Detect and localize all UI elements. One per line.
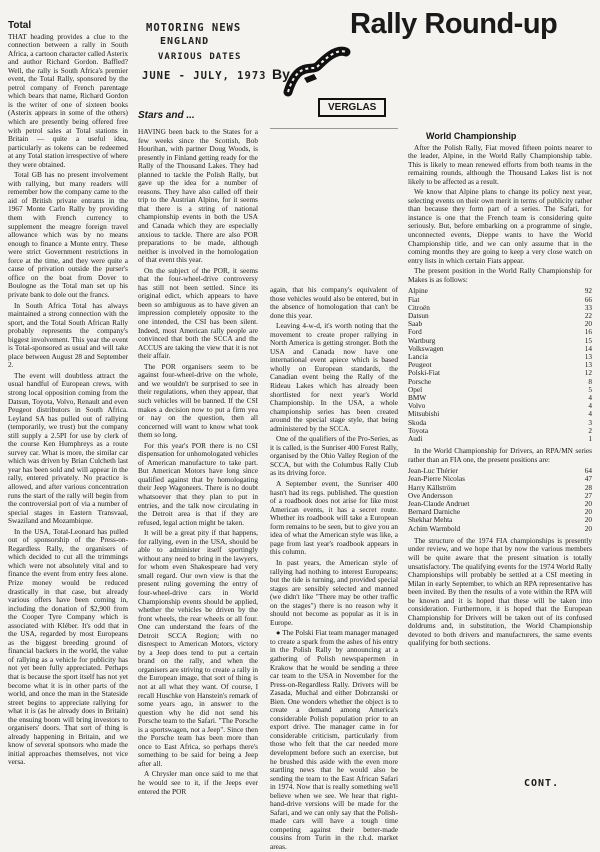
paragraph: THAT heading provides a clue to the connection between a rally in South Africa, a cartoon character called Asterix and author Richard Gordon. Baffled? Well, the rally is South Africa's premier event, the Total Rally, sponsored by the petrol company of French parentage which bears that name, Richard Gordon is the writer of one of sixteen books (Asterix appears in some of the others) which are presently being offered free with petrol sales at Total stations in Britain — quite a useful idea, particularly as tokens can be redeemed at any Total station irrespective of where they were obtained. — [8, 31, 128, 169]
standings-row — [408, 369, 592, 377]
standings-points: 20 — [584, 319, 592, 329]
standings-name: Alpine — [408, 286, 428, 296]
paragraph: again, that his company's equivalent of those vehicles would also be entered, but in the absence of homologation that can't be done this year. — [270, 285, 398, 320]
paragraph: It will be a great pity if that happens, for rallying, even in the USA, should be able to administer itself sportingly without any need to bring in the lawyers, for whom even Shakespeare had very small regard. Our own view is that the present ruling governing the entry of four-wheel-drive cars in World Championship events should be applied, whether the vehicles be driven by the front wheels, the rear wheels or all four. One can understand the fears of the Detroit SCCA Region; with no disrespect to American Motors, victory by a Jeep does tend to put a certain brand on the rally, and when the organisers are striving to create a rally in the European image, that sort of thing is not at all what they want. Of course, I recall Huschke von Hanstein's remark of some years ago, in answer to the question why he did not send his Porsche team to the Safari. "The Porsche is a sportswagen, not a Jeep". Since then the Porsche team has been more than once to East Africa, so perhaps there's something to be said for being a Jeep after all. — [138, 528, 258, 768]
handwritten-month-year: JUNE - JULY, 1973 — [142, 70, 267, 82]
byline-by: By — [272, 66, 290, 82]
rally-car-road-icon — [284, 42, 350, 102]
standings-name: Polski-Fiat — [408, 368, 441, 378]
standings-name: Jean-Claude Andruet — [408, 499, 470, 509]
standings-name: Audi — [408, 433, 423, 443]
paragraph: In South Africa Total has always maintained a strong connection with the sport, and the Total South African Rally probably represents the company's biggest involvement. This year the event is Total-sponsored as usual and will take place between August 28 and September 2. — [8, 300, 128, 370]
section-heading-world-championship: World Championship — [426, 131, 517, 141]
standings-row — [408, 435, 592, 443]
standings-name: Volkswagen — [408, 343, 444, 353]
standings-points: 20 — [584, 499, 592, 509]
standings-name: Achim Warmbold — [408, 523, 461, 533]
continued-marker: CONT. — [524, 778, 560, 789]
paragraph: One of the qualifiers of the Pro-Series, as it is called, is the Sunriser 400 Forest Rally, organised by the Ohio Valley Region of the SCCA, but with the Columbus Rally Club as its driving force. — [270, 434, 398, 478]
standings-row — [408, 419, 592, 427]
standings-points: 92 — [584, 286, 592, 296]
handwritten-dates: VARIOUS DATES — [158, 52, 242, 62]
standings-name: Saab — [408, 319, 423, 329]
article-header — [268, 4, 592, 122]
column-north-america — [270, 285, 398, 851]
standings-row — [408, 345, 592, 353]
standings-name: Peugeot — [408, 360, 432, 370]
standings-name: Volvo — [408, 401, 426, 411]
paragraph: In past years, the American style of rallying had nothing to interest Europeans; but the tide is turning, and provided special stages are sensibly selected and manned (we didn't like "There may be other traffic on the stages") there is no reason why it should not become as popular as it is in Europe. — [270, 557, 398, 627]
standings-name: Citroën — [408, 302, 430, 312]
standings-points: 4 — [588, 409, 592, 419]
standings-name: Toyota — [408, 425, 429, 435]
standings-points: 4 — [588, 401, 592, 411]
standings-name: Ove Andersson — [408, 490, 453, 500]
paragraph: After the Polish Rally, Fiat moved fifteen points nearer to the leader, Alpine, in the World Rally Championship table. This is likely to mean renewed efforts from both teams in the remaining rounds, although the Thousand Lakes list is not likely to be affected as a result. — [408, 142, 592, 186]
standings-row — [408, 525, 592, 533]
standings-name: Shekhar Mehta — [408, 515, 453, 525]
standings-row — [408, 378, 592, 386]
paragraph: The present position in the World Rally Championship for Makes is as follows: — [408, 266, 592, 284]
standings-points: 2 — [588, 425, 592, 435]
standings-row — [408, 312, 592, 320]
standings-points: 14 — [584, 343, 592, 353]
paragraph: Total GB has no present involvement with rallying, but many readers will remember how the company came to the aid of British private entrants in the 1967 Monte Carlo Rally by providing them with French currency to supplement the meagre foreign travel allowance which was by no means enough to finance a Monte entry. These were strict Government restrictions in force at the time, and they were quite a cause of privation outside the purser's office on the boat from Dover to Boulogne as the Total man set up his private bank to dole out the francs. — [8, 170, 128, 299]
paragraph: A Chrysler man once said to me that he would see to it, if the Jeeps ever entered the POR — [138, 769, 258, 796]
standings-name: Mitsubishi — [408, 409, 440, 419]
standings-points: 28 — [584, 482, 592, 492]
paragraph: In the World Championship for Drivers, an RPA/MN series rather than an FIA one, the present positions are: — [408, 446, 592, 464]
column-world-championship — [408, 132, 592, 780]
paragraph: The structure of the 1974 FIA championships is presently under review, and we hope that by now the various members will be quite aware that the present situation is totally unsatisfactory. The qualifying events for the 1974 World Rally Championships will probably be settled at a CSI meeting in Milan in early September, to which an RPA representative has been invited. By then the results of a vote within the RPA will be known and it is hoped that these will be taken into consideration. Furthermore, it is hoped that the European Championship for Drivers will be taken out of its confused doldrums and, in substitution, the World Championship devoted to both drivers and manufacturers, the same events qualifying for both sections. — [408, 535, 592, 648]
standings-name: Datsun — [408, 310, 429, 320]
standings-points: 13 — [584, 351, 592, 361]
standings-name: Jean-Luc Thérier — [408, 466, 458, 476]
standings-row — [408, 353, 592, 361]
standings-name: Fiat — [408, 294, 420, 304]
paragraph: The event will doubtless attract the usual handful of European crews, with strong local opposition coming from the Datsun, Toyota, Volvo, Renault and even Peugeot distributors in South Africa. Leyland SA has pulled out of rallying (temporarily, we trust) but the company still supply a 2.5PI for use by clerk of the course Ken Humphreys as a route survey car. What is more, the similar car which was driven by Brian Culcheth last year has been sold and will appear in the rally, entered privately. No practice is allowed, and after various concentration runs the start of the rally will begin from the controversial port of via a number of special stages in Eastern Transvaal, Swaziland and Mozambique. — [8, 370, 128, 526]
paragraph: Leaving 4-w-d, it's worth noting that the movement to create proper rallying in North America is getting stronger. Both the USA and Canada now have one international event apiece which is based wholly on European standards, the Canadian event being the Rally of the Rideau Lakes which has already been shortlisted for next year's World Championship. In the USA, a whole championship series has been created around the special stage style, that being administered by the SCCA. — [270, 321, 398, 433]
standings-points: 22 — [584, 310, 592, 320]
paragraph: HAVING been back to the States for a few weeks since the Scottish, Bob Hourihan, with partner Doug Woods, is presently in Finland getting ready for the Rally of the Thousand Lakes. They had planned to tackle the Polish Rally, but gave up the idea for a number of reasons. They have also called off their trip to the Austrian Alpine, for it seems that there is a string of national championship events in both the USA and Canada which they are especially anxious to tackle. There are also POR preparations to be made, although neither is involved in the homologation of that event this year. — [138, 127, 258, 265]
standings-points: 47 — [584, 474, 592, 484]
column-stars — [138, 127, 258, 796]
standings-points: 8 — [588, 376, 592, 386]
paragraph: On the subject of the POR, it seems that the four-wheel-drive controversy has still not been settled. Since its original edict, which appears to have been so ambiguous as to have given an impression completely opposite to the one intended, the CSI has been silent. Indeed, most American rally people are convinced that both the SCCA and the ACCUS are taking the view that it is not their affair. — [138, 265, 258, 361]
section-heading-total: Total — [8, 20, 32, 31]
standings-name: Harry Källström — [408, 482, 457, 492]
standings-points: 16 — [584, 327, 592, 337]
standings-name: Lancia — [408, 351, 428, 361]
standings-points: 5 — [588, 384, 592, 394]
standings-row — [408, 328, 592, 336]
standings-name: Porsche — [408, 376, 432, 386]
paragraph: The POR organisers seem to be against four-wheel-drive on the whole, and we wouldn't be surprised to see in their regulations, when they appear, that such vehicles will be banned. If the CSI makes a decision now to put a firm yea or nay on the question, then all concerned will want to know what took them so long. — [138, 361, 258, 440]
standings-name: Skoda — [408, 417, 427, 427]
standings-name: Bernard Darniche — [408, 507, 461, 517]
article-title: Rally Round-up — [350, 8, 558, 40]
standings-name: BMW — [408, 392, 427, 402]
header-divider — [270, 128, 398, 129]
drivers-standings-table — [408, 467, 592, 533]
handwritten-country: ENGLAND — [160, 36, 210, 47]
makes-standings-table — [408, 287, 592, 443]
standings-points: 1 — [588, 433, 592, 443]
standings-points: 66 — [584, 294, 592, 304]
standings-points: 12 — [584, 368, 592, 378]
standings-points: 4 — [588, 392, 592, 402]
author-name: VERGLAS — [318, 98, 386, 117]
standings-points: 15 — [584, 335, 592, 345]
paragraph: A September event, the Sunriser 400 hasn't had its regs. published. The question of a roadbook does not arise for like most American events, it has a secret route. Whether its roadbook will take a European form remains to be seen, but to give you an idea of what the American style was like, a page from last year's roadbook appears in this column. — [270, 479, 398, 557]
standings-row — [408, 296, 592, 304]
standings-points: 27 — [584, 490, 592, 500]
paragraph: For this year's POR there is no CSI dispensation for unhomologated vehicles of American manufacture to take part. But American Motors have long since qualified against that by homologating their Jeep Wagoneers. There is no doubt whatsoever that they plan to put in entries, and the talk now circulating in the Detroit area is that if they are refused, legal action might be taken. — [138, 440, 258, 527]
standings-name: Jean-Pierre Nicolas — [408, 474, 465, 484]
section-heading-stars: Stars and ... — [138, 110, 195, 121]
handwritten-source: MOTORING NEWS — [146, 22, 242, 34]
paragraph: In the USA, Total-Leonard has pulled out of sponsorship of the Press-on-Regardless Rally, the organisers of which decided to cut all the trimmings which were not absolutely vital and to finance the event from entry fees alone. Prize money would be reduced drastically in that case, but already various offers have been coming in, including the donation of $2,900 from the Cooper Tyre Company which is associated with Kléber. It's odd that in the USA, regarded by most Europeans as the biggest breeding ground of financial backers in the world, the value of rallying as a vehicle for publicity has not yet been fully appreciated. Perhaps that is because the sport itself has not yet become what it is in other parts of the world, and once the man in the Stateside street begins to appreciate rallying for what it is (as he already does in Britain) the ensuing boom will bring investors to organisers' doors. That sort of thing is already happening in Britain, and we know of several sponsors who made the initial approaches themselves, not vice versa. — [8, 526, 128, 767]
standings-points: 13 — [584, 360, 592, 370]
standings-name: Wartburg — [408, 335, 436, 345]
paragraph: We know that Alpine plans to change its policy next year, selecting events on their own merit in terms of publicity rather than because they form part of a series. The Safari, for instance is one that the French team is considering quite seriously. But, before embarking on a programme of single, unconnected events, Dieppe wants to have the World Championship title, and we can only assume that in the coming months they are going to keep a very close watch on entry lists in which certain Fiats appear. — [408, 187, 592, 265]
standings-points: 20 — [584, 523, 592, 533]
column-total — [8, 22, 128, 794]
standings-points: 20 — [584, 515, 592, 525]
standings-points: 64 — [584, 466, 592, 476]
standings-points: 3 — [588, 417, 592, 427]
paragraph: ● The Polski Fiat team manager managed to create a spark from the ashes of his entry in the Polish Rally by announcing at a gathering of Polish newspapermen in Krakow that he would be sending a three car team to the USA in November for the Press-on-Regardless Rally. Drivers will be Zasada, Muchal and either Dobrzanski or Bien. One wonders whether the object is to create a demand among America's considerable Polish population prior to an export drive. The manager came in for considerable criticism, particularly from those who felt that the car needed more development before such an exercise, but he brushed this aside with the even more startling news that he would also be sending the team to the East African Safari in 1974. Now that is really something we'll believe when we see. We hear that right-hand-drive versions will be made for the Safari, and we can only say that the Polish-made cars will have a tough time competing against their better-made cousins from Turin in the r.h.d. market areas. — [270, 628, 398, 851]
standings-row — [408, 410, 592, 418]
standings-row — [408, 386, 592, 394]
standings-points: 33 — [584, 302, 592, 312]
standings-name: Opel — [408, 384, 423, 394]
standings-name: Ford — [408, 327, 422, 337]
standings-row — [408, 320, 592, 328]
standings-points: 20 — [584, 507, 592, 517]
standings-row — [408, 287, 592, 295]
standings-row — [408, 427, 592, 435]
standings-row — [408, 394, 592, 402]
standings-row — [408, 304, 592, 312]
